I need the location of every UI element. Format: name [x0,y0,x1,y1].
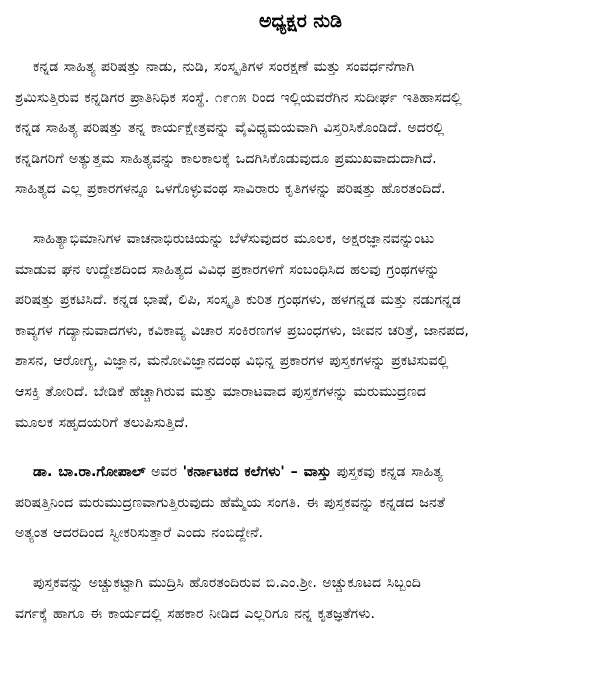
paragraph-4 [15,568,586,629]
paragraph-line: ಅತ್ಯಂತ ಆದರದಿಂದ ಸ್ವೀಕರಿಸುತ್ತಾರೆ ಎಂದು ನಂಬಿದ್ದೇನೆ. [15,525,264,542]
paragraph-line: ಕಾವ್ಯಗಳ ಗದ್ಯಾನುವಾದಗಳು, ಕವಿಕಾವ್ಯ ವಿಚಾರ ಸಂಕಿರಣಗಳ ಪ್ರಬಂಧಗಳು, ಜೀವನ ಚರಿತ್ರೆ, ಜಾನಪದ, [15,322,469,339]
paragraph-line: ಪರಿಷತ್ತಿನಿಂದ ಮರುಮುದ್ರಣವಾಗುತ್ತಿರುವುದು ಹೆಮ್ಮೆಯ ಸಂಗತಿ. ಈ ಪುಸ್ತಕವನ್ನು ಕನ್ನಡದ ಜನತೆ [15,494,445,511]
paragraph-1 [15,52,586,205]
paragraph-line: ಸಾಹಿತ್ಯದ ಎಲ್ಲ ಪ್ರಕಾರಗಳನ್ನೂ ಒಳಗೊಳ್ಳುವಂಥ ಸಾವಿರಾರು ಕೃತಿಗಳನ್ನು ಪರಿಷತ್ತು ಹೊರತಂದಿದೆ. [15,181,446,198]
paragraph-line [15,457,586,488]
paragraph-line: ಕನ್ನಡ ಸಾಹಿತ್ಯ ಪರಿಷತ್ತು ತನ್ನ ಕಾರ್ಯಕ್ಷೇತ್ರವನ್ನು ವೈವಿಧ್ಯಮಯವಾಗಿ ವಿಸ್ತರಿಸಿಕೊಂಡಿದೆ. ಅದರಲ್ಲಿ [15,120,445,137]
paragraph-line: ಆಸಕ್ತಿ ತೋರಿದೆ. ಬೇಡಿಕೆ ಹೆಚ್ಚಾಗಿರುವ ಮತ್ತು ಮಾರಾಟವಾದ ಪುಸ್ತಕಗಳನ್ನು ಮರುಮುದ್ರಣದ [15,383,427,400]
author-name: ಡಾ. ಬಾ.ರಾ.ಗೋಪಾಲ್ [33,464,146,481]
paragraph-line: ಕನ್ನಡಿಗರಿಗೆ ಅತ್ಯುತ್ತಮ ಸಾಹಿತ್ಯವನ್ನು ಕಾಲಕಾಲಕ್ಕೆ ಒದಗಿಸಿಕೊಡುವುದೂ ಪ್ರಮುಖವಾದುದಾಗಿದೆ. [15,150,437,167]
paragraph-line: ಮೂಲಕ ಸಹೃದಯರಿಗೆ ತಲುಪಿಸುತ್ತಿದೆ. [15,414,189,431]
paragraph-line: ಶಾಸನ, ಆರೋಗ್ಯ, ವಿಜ್ಞಾನ, ಮನೋವಿಜ್ಞಾನದಂಥ ವಿಭಿನ್ನ ಪ್ರಕಾರಗಳ ಪುಸ್ತಕಗಳನ್ನು ಪ್ರಕಟಿಸುವಲ್ಲಿ [15,353,449,370]
line-rest-text: ಪುಸ್ತಕವು ಕನ್ನಡ ಸಾಹಿತ್ಯ [331,464,443,481]
page-title: ಅಧ್ಯಕ್ಷರ ನುಡಿ [259,10,342,32]
paragraph-line: ಪುಸ್ತಕವನ್ನು ಅಚ್ಚುಕಟ್ಟಾಗಿ ಮುದ್ರಿಸಿ ಹೊರತಂದಿರುವ ಬಿ.ಎಂ.ಶ್ರೀ. ಅಚ್ಚುಕೂಟದ ಸಿಬ್ಬಂದಿ [33,574,421,591]
paragraph-line: ವರ್ಗಕ್ಕೆ ಹಾಗೂ ಈ ಕಾರ್ಯದಲ್ಲಿ ಸಹಕಾರ ನೀಡಿದ ಎಲ್ಲರಿಗೂ ನನ್ನ ಕೃತಜ್ಞತೆಗಳು. [15,605,375,622]
paragraph-line: ಸಾಹಿತ್ಯಾಭಿಮಾನಿಗಳ ವಾಚನಾಭಿರುಚಿಯನ್ನು ಬೆಳೆಸುವುದರ ಮೂಲಕ, ಅಕ್ಷರಜ್ಞಾನವನ್ನುಂಟು [33,230,435,247]
paragraph-3 [15,457,586,549]
paragraph-line: ಪರಿಷತ್ತು ಪ್ರಕಟಿಸಿದೆ. ಕನ್ನಡ ಭಾಷೆ, ಲಿಪಿ, ಸಂಸ್ಕೃತಿ ಕುರಿತ ಗ್ರಂಥಗಳು, ಹಳಗನ್ನಡ ಮತ್ತು ನಡುಗನ್ನಡ [15,292,461,309]
book-title: 'ಕರ್ನಾಟಕದ ಕಲೆಗಳು' – ವಾಸ್ತು [182,464,332,481]
connector-text: ಅವರ [145,464,183,481]
paragraph-line: ಮಾಡುವ ಘನ ಉದ್ದೇಶದಿಂದ ಸಾಹಿತ್ಯದ ವಿವಿಧ ಪ್ರಕಾರಗಳಿಗೆ ಸಂಬಂಧಿಸಿದ ಹಲವು ಗ್ರಂಥಗಳನ್ನು [15,261,440,278]
paragraph-line: ಶ್ರಮಿಸುತ್ತಿರುವ ಕನ್ನಡಿಗರ ಪ್ರಾತಿನಿಧಿಕ ಸಂಸ್ಥೆ. ೧೯೧೫ ರಿಂದ ಇಲ್ಲಿಯವರೆಗಿನ ಸುದೀರ್ಘ ಇತಿಹಾಸದಲ್ಲಿ [15,89,462,106]
paragraph-line: ಕನ್ನಡ ಸಾಹಿತ್ಯ ಪರಿಷತ್ತು ನಾಡು, ನುಡಿ, ಸಂಸ್ಕೃತಿಗಳ ಸಂರಕ್ಷಣೆ ಮತ್ತು ಸಂವರ್ಧನೆಗಾಗಿ [33,59,415,75]
paragraph-2 [15,224,586,438]
